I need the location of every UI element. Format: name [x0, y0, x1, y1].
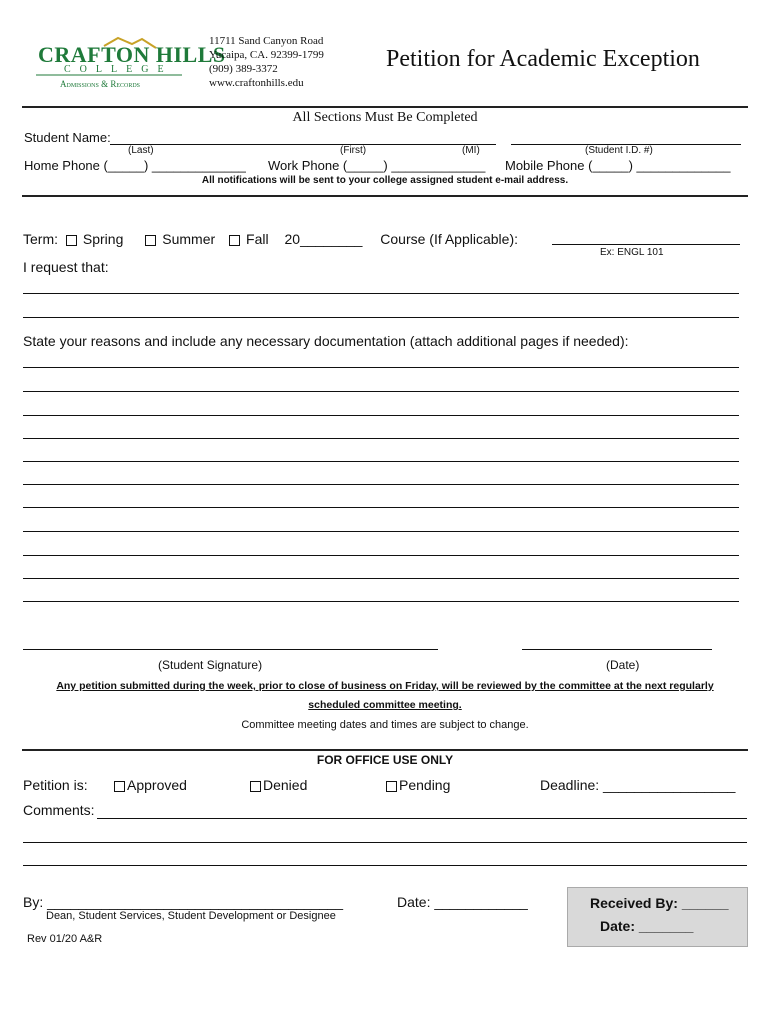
mobile-phone-field[interactable]: Mobile Phone (_____) _____________ [505, 158, 731, 173]
student-name-field[interactable] [110, 144, 496, 145]
reasons-line[interactable] [23, 461, 739, 462]
student-name-label: Student Name: [24, 130, 111, 145]
checkbox-icon[interactable] [114, 781, 125, 792]
college-logo [34, 36, 226, 94]
section-note: All Sections Must Be Completed [292, 110, 478, 125]
course-example: Ex: ENGL 101 [600, 247, 664, 258]
header-divider [22, 106, 748, 108]
request-label: I request that: [23, 259, 109, 275]
last-name-sublabel: (Last) [128, 145, 154, 156]
address-line: Yucaipa, CA. 92399-1799 [209, 49, 324, 61]
received-date-field[interactable]: Date: _______ [600, 918, 694, 934]
term-row [23, 231, 518, 247]
work-phone-field[interactable]: Work Phone (_____) _____________ [268, 158, 486, 173]
reasons-line[interactable] [23, 531, 739, 532]
comments-label: Comments: [23, 802, 95, 818]
reasons-line[interactable] [23, 507, 739, 508]
request-line[interactable] [23, 317, 739, 318]
committee-schedule-note: Committee meeting dates and times are subject to change. [241, 719, 529, 731]
term-checkbox-fall[interactable] [229, 231, 269, 247]
revision-code: Rev 01/20 A&R [27, 933, 103, 945]
term-option-spring: Spring [82, 231, 124, 247]
term-option-summer: Summer [162, 231, 216, 247]
status-approved[interactable] [114, 777, 187, 793]
college-name: CRAFTON HILLS [38, 42, 226, 67]
comments-line[interactable] [97, 818, 747, 819]
checkbox-icon[interactable] [386, 781, 397, 792]
reasons-line[interactable] [23, 391, 739, 392]
approver-title: Dean, Student Services, Student Development or Designee [46, 910, 336, 922]
term-checkbox-summer[interactable] [145, 231, 215, 247]
signature-date-field[interactable] [522, 649, 712, 650]
office-use-heading: FOR OFFICE USE ONLY [316, 753, 454, 767]
reasons-line[interactable] [23, 578, 739, 579]
received-box [567, 887, 748, 947]
status-pending-label: Pending [399, 777, 451, 793]
checkbox-icon[interactable] [250, 781, 261, 792]
email-note: All notifications will be sent to your college assigned student e-mail address. [201, 175, 569, 186]
checkbox-icon[interactable] [145, 235, 156, 246]
deadline-field[interactable]: Deadline: _________________ [540, 777, 736, 793]
college-address [209, 34, 324, 90]
reasons-line[interactable] [23, 555, 739, 556]
approver-signature-field[interactable]: By: ______________________________________ [23, 894, 343, 910]
year-field[interactable]: 20________ [284, 231, 363, 247]
student-signature-label: (Student Signature) [158, 658, 263, 672]
mi-sublabel: (MI) [462, 145, 480, 156]
term-option-fall: Fall [246, 231, 269, 247]
reasons-line[interactable] [23, 367, 739, 368]
student-id-sublabel: (Student I.D. #) [585, 145, 653, 156]
first-name-sublabel: (First) [340, 145, 367, 156]
request-line[interactable] [23, 293, 739, 294]
comments-line[interactable] [23, 865, 747, 866]
page-title: Petition for Academic Exception [386, 46, 700, 72]
address-line: 11711 Sand Canyon Road [209, 35, 324, 47]
checkbox-icon[interactable] [66, 235, 77, 246]
committee-note: Any petition submitted during the week, prior to close of business on Friday, will be reviewed by the committee at the next regularly [56, 680, 714, 692]
comments-line[interactable] [23, 842, 747, 843]
approval-date-field[interactable]: Date: ____________ [397, 894, 528, 910]
course-label: Course (If Applicable): [380, 231, 518, 247]
status-pending[interactable] [386, 777, 450, 793]
status-denied[interactable] [250, 777, 307, 793]
info-divider [22, 195, 748, 197]
department-name: Admissions & Records [60, 79, 141, 89]
checkbox-icon[interactable] [229, 235, 240, 246]
reasons-line[interactable] [23, 438, 739, 439]
course-field[interactable] [552, 244, 740, 245]
committee-note-continued: scheduled committee meeting. [308, 699, 462, 711]
status-denied-label: Denied [263, 777, 308, 793]
received-by-field[interactable]: Received By: ______ [590, 895, 729, 911]
petition-status-label: Petition is: [23, 777, 88, 793]
home-phone-field[interactable]: Home Phone (_____) _____________ [24, 158, 246, 173]
reasons-line[interactable] [23, 484, 739, 485]
office-divider [22, 749, 748, 751]
address-line: www.craftonhills.edu [209, 77, 304, 89]
term-label: Term: [23, 231, 58, 247]
reasons-line[interactable] [23, 415, 739, 416]
reasons-label: State your reasons and include any necessary documentation (attach additional pages if needed): [23, 333, 629, 349]
term-checkbox-spring[interactable] [66, 231, 123, 247]
signature-date-label: (Date) [606, 658, 640, 672]
student-signature-field[interactable] [23, 649, 438, 650]
reasons-line[interactable] [23, 601, 739, 602]
address-line: (909) 389-3372 [209, 63, 278, 75]
college-subtitle: COLLEGE [64, 64, 173, 75]
status-approved-label: Approved [127, 777, 187, 793]
